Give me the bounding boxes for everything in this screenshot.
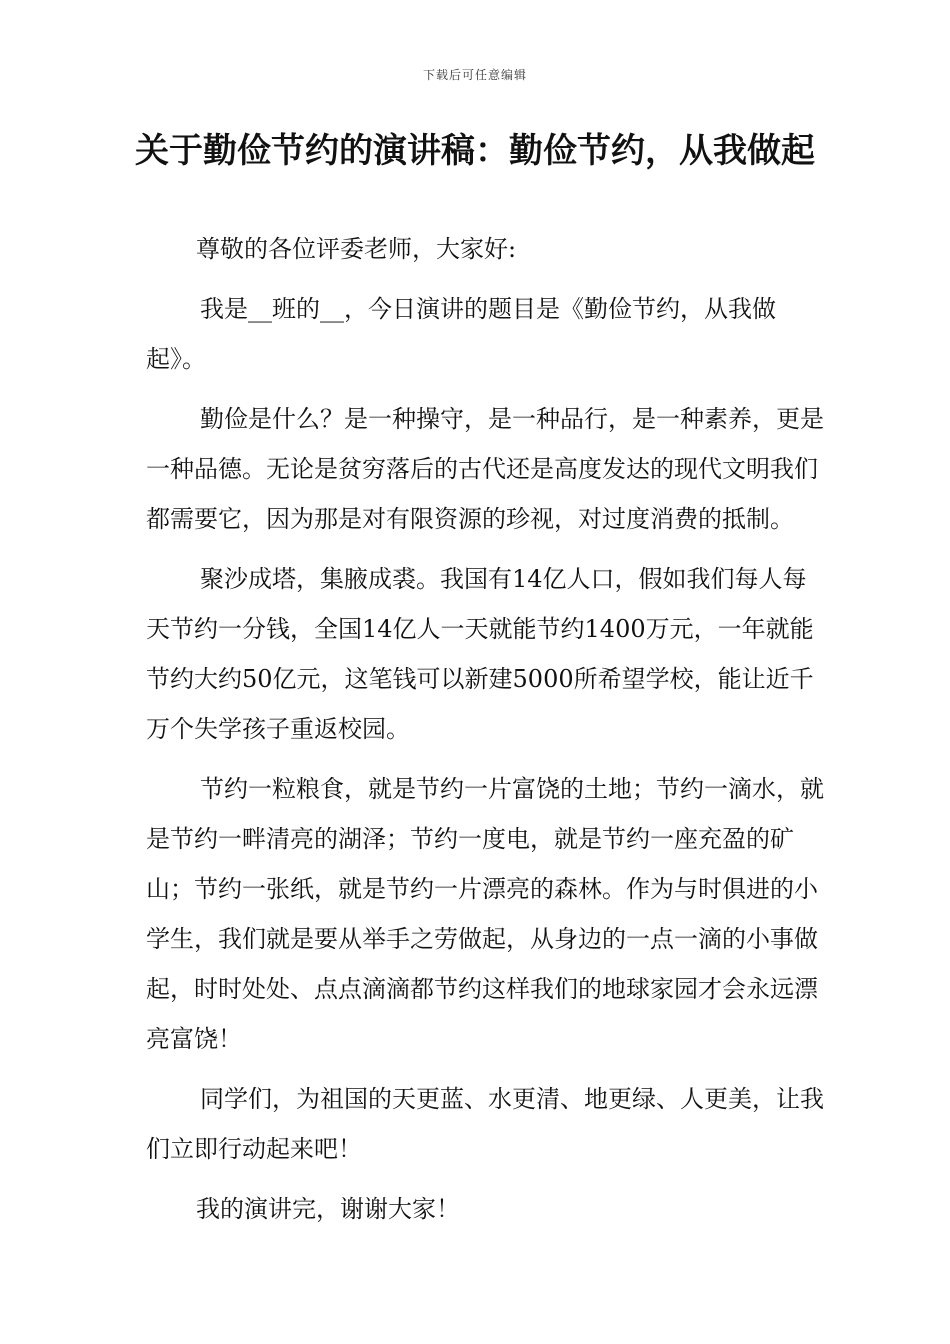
savings-example-paragraph: 聚沙成塔，集腋成裘。我国有14亿人口，假如我们每人每天节约一分钱，全国14亿人一天就能节约1400万元，一年就能节约大约50亿元，这笔钱可以新建5000所希望学校，能让近千万个失学孩子重返校园。 xyxy=(146,565,814,743)
call-to-action-paragraph: 同学们，为祖国的天更蓝、水更清、地更绿、人更美，让我们立即行动起来吧！ xyxy=(146,1085,824,1163)
greeting-paragraph: 尊敬的各位评委老师，大家好: xyxy=(196,235,517,263)
frugality-definition-paragraph: 勤俭是什么？是一种操守，是一种品行，是一种素养，更是一种品德。无论是贫穷落后的古代还是高度发达的现代文明我们都需要它，因为那是对有限资源的珍视，对过度消费的抵制。 xyxy=(146,405,824,533)
document-body xyxy=(146,224,828,1244)
header-note: 下载后可任意编辑 xyxy=(422,68,527,82)
document-title: 关于勤俭节约的演讲稿：勤俭节约，从我做起 xyxy=(135,131,815,171)
intro-paragraph: 我是__班的__，今日演讲的题目是《勤俭节约，从我做起》。 xyxy=(146,295,776,373)
closing-paragraph: 我的演讲完，谢谢大家！ xyxy=(196,1195,460,1223)
saving-resources-paragraph: 节约一粒粮食，就是节约一片富饶的土地；节约一滴水，就是节约一畔清亮的湖泽；节约一度电，就是节约一座充盈的矿山；节约一张纸，就是节约一片漂亮的森林。作为与时俱进的小学生，我们就是要从举手之劳做起，从身边的一点一滴的小事做起，时时处处、点点滴滴都节约这样我们的地球家园才会永远漂亮富饶！ xyxy=(146,775,824,1053)
